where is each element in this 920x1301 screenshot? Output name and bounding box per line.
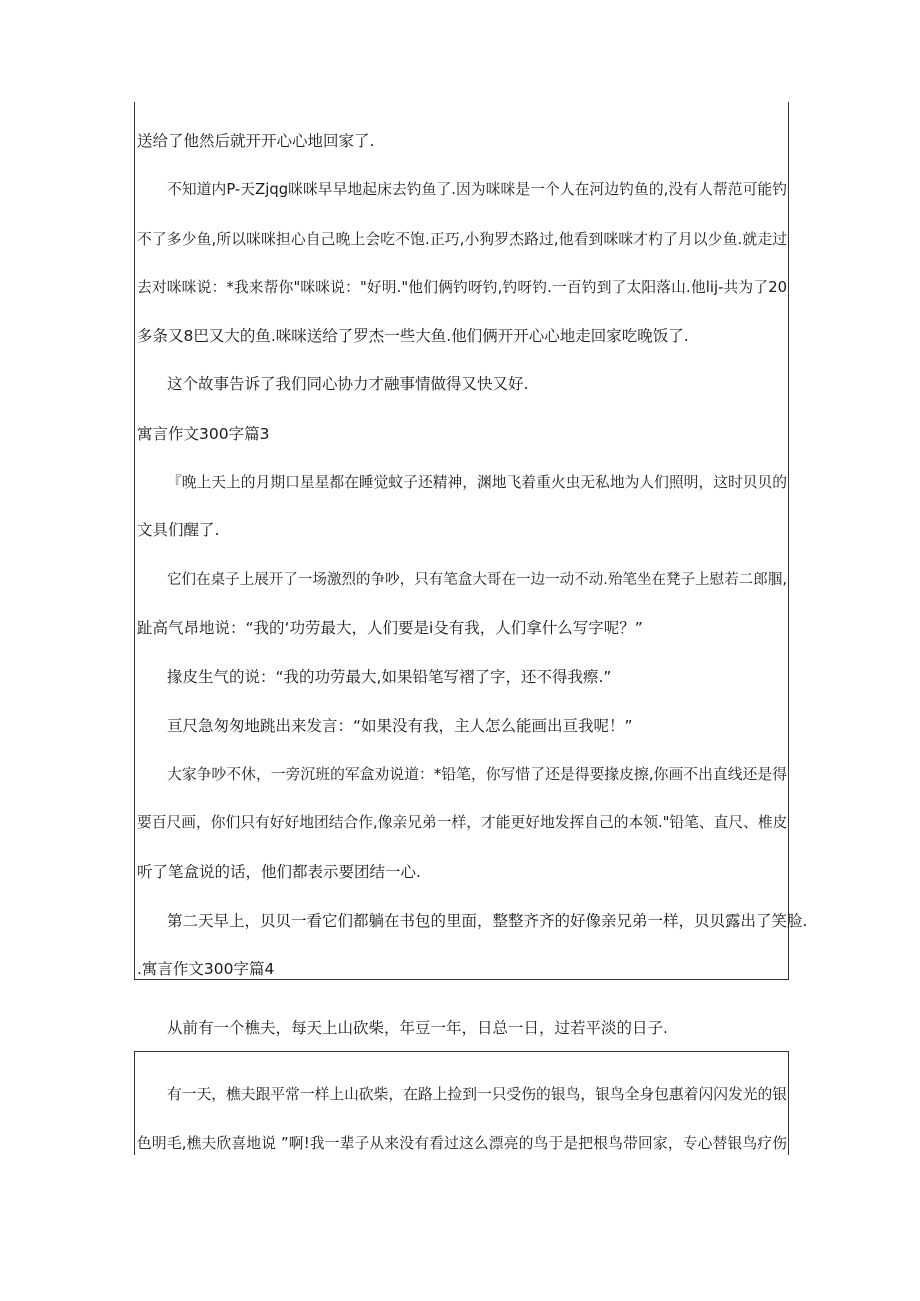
paragraph-line: 这个故事告诉了我们同心协力才融事情做得又快又好. bbox=[167, 375, 529, 393]
paragraph-line: 文具们醒了. bbox=[137, 521, 220, 539]
paragraph-line: 有一天，樵夫跟平常一样上山砍柴，在路上捡到一只受伤的银鸟，银鸟全身包惠着闪闪发光的银 bbox=[167, 1086, 787, 1103]
paragraph-line: 『晚上天上的月期口星星都在睡觉蚊子还精神，渊地飞着重火虫无私地为人们照明，这时贝贝的 bbox=[167, 474, 787, 491]
paragraph-line: 听了笔盒说的话，他们都表示要团结一心. bbox=[137, 863, 421, 881]
paragraph-line: 大家争吵不休，一旁沉班的军盒劝说道：*铅笔，你写惜了还是得要掾皮擦,你画不出直线还是得 bbox=[167, 766, 787, 783]
paragraph-line: 第二天早上，贝贝一看它们都躺在书包的里面，整整齐齐的好像亲兄弟一样，贝贝露出了笑脸. bbox=[167, 912, 808, 930]
section-heading: .寓言作文300字篇4 bbox=[137, 960, 275, 978]
paragraph-line: 不了多少鱼,所以咪咪担心自己晚上会吃不饱.正巧,小狗罗杰路过,他看到咪咪才杓了月以少鱼.就走过 bbox=[137, 231, 787, 248]
paragraph-line: 它们在桌子上展开了一场激烈的争吵，只有笔盒大哥在一边一动不动.殆笔坐在凳子上慰若二郎腘, bbox=[167, 572, 787, 588]
paragraph-line: 多条又8巴又大的鱼.咪咪送给了罗杰一些大鱼.他们俩开开心心地走回家吃晚饭了. bbox=[137, 327, 689, 345]
paragraph-line: 色明毛,樵夫欣喜地说 ”啊!我一辈子从来没有看过这么漂亮的鸟于是把根鸟带回家，专心替银鸟疗伤 bbox=[137, 1135, 787, 1152]
paragraph-line: 去对咪咪说：*我来帮你"咪咪说："好明."他们俩钓呀钓,钓呀钓.一百钓到了太阳落山.他lij-共为了20 bbox=[137, 279, 787, 296]
paragraph-line: 要百尺画，你们只有好好地团结合作,像亲兄弟一样，才能更好地发挥自己的本领."铅笔、直尺、椎皮 bbox=[137, 814, 788, 831]
paragraph-line: 送给了他然后就开开心心地回家了. bbox=[137, 132, 375, 150]
paragraph-line: 掾皮生气的说：“我的功劳最大,如果铅笔写褶了字，还不得我瘵.” bbox=[167, 668, 612, 686]
paragraph-line: 亘尺急匆匆地跳出来发言：“如果没有我，主人怎么能画出亘我呢！” bbox=[167, 717, 633, 735]
paragraph-line: 从前有一个樵夫，每天上山砍柴，年豆一年，日总一日，过若平淡的日子. bbox=[167, 1019, 668, 1037]
paragraph-line: 不知道内P-天Zjqg咪咪早早地起床去钓鱼了.因为咪咪是一个人在河边钓鱼的,没有人帮范可能钓 bbox=[167, 181, 787, 198]
section-heading: 寓言作文300字篇3 bbox=[137, 425, 270, 443]
paragraph-line: 趾高气昂地说：“我的‘功劳最大，人们要是i殳有我，人们拿什么写字呢？” bbox=[137, 619, 643, 637]
